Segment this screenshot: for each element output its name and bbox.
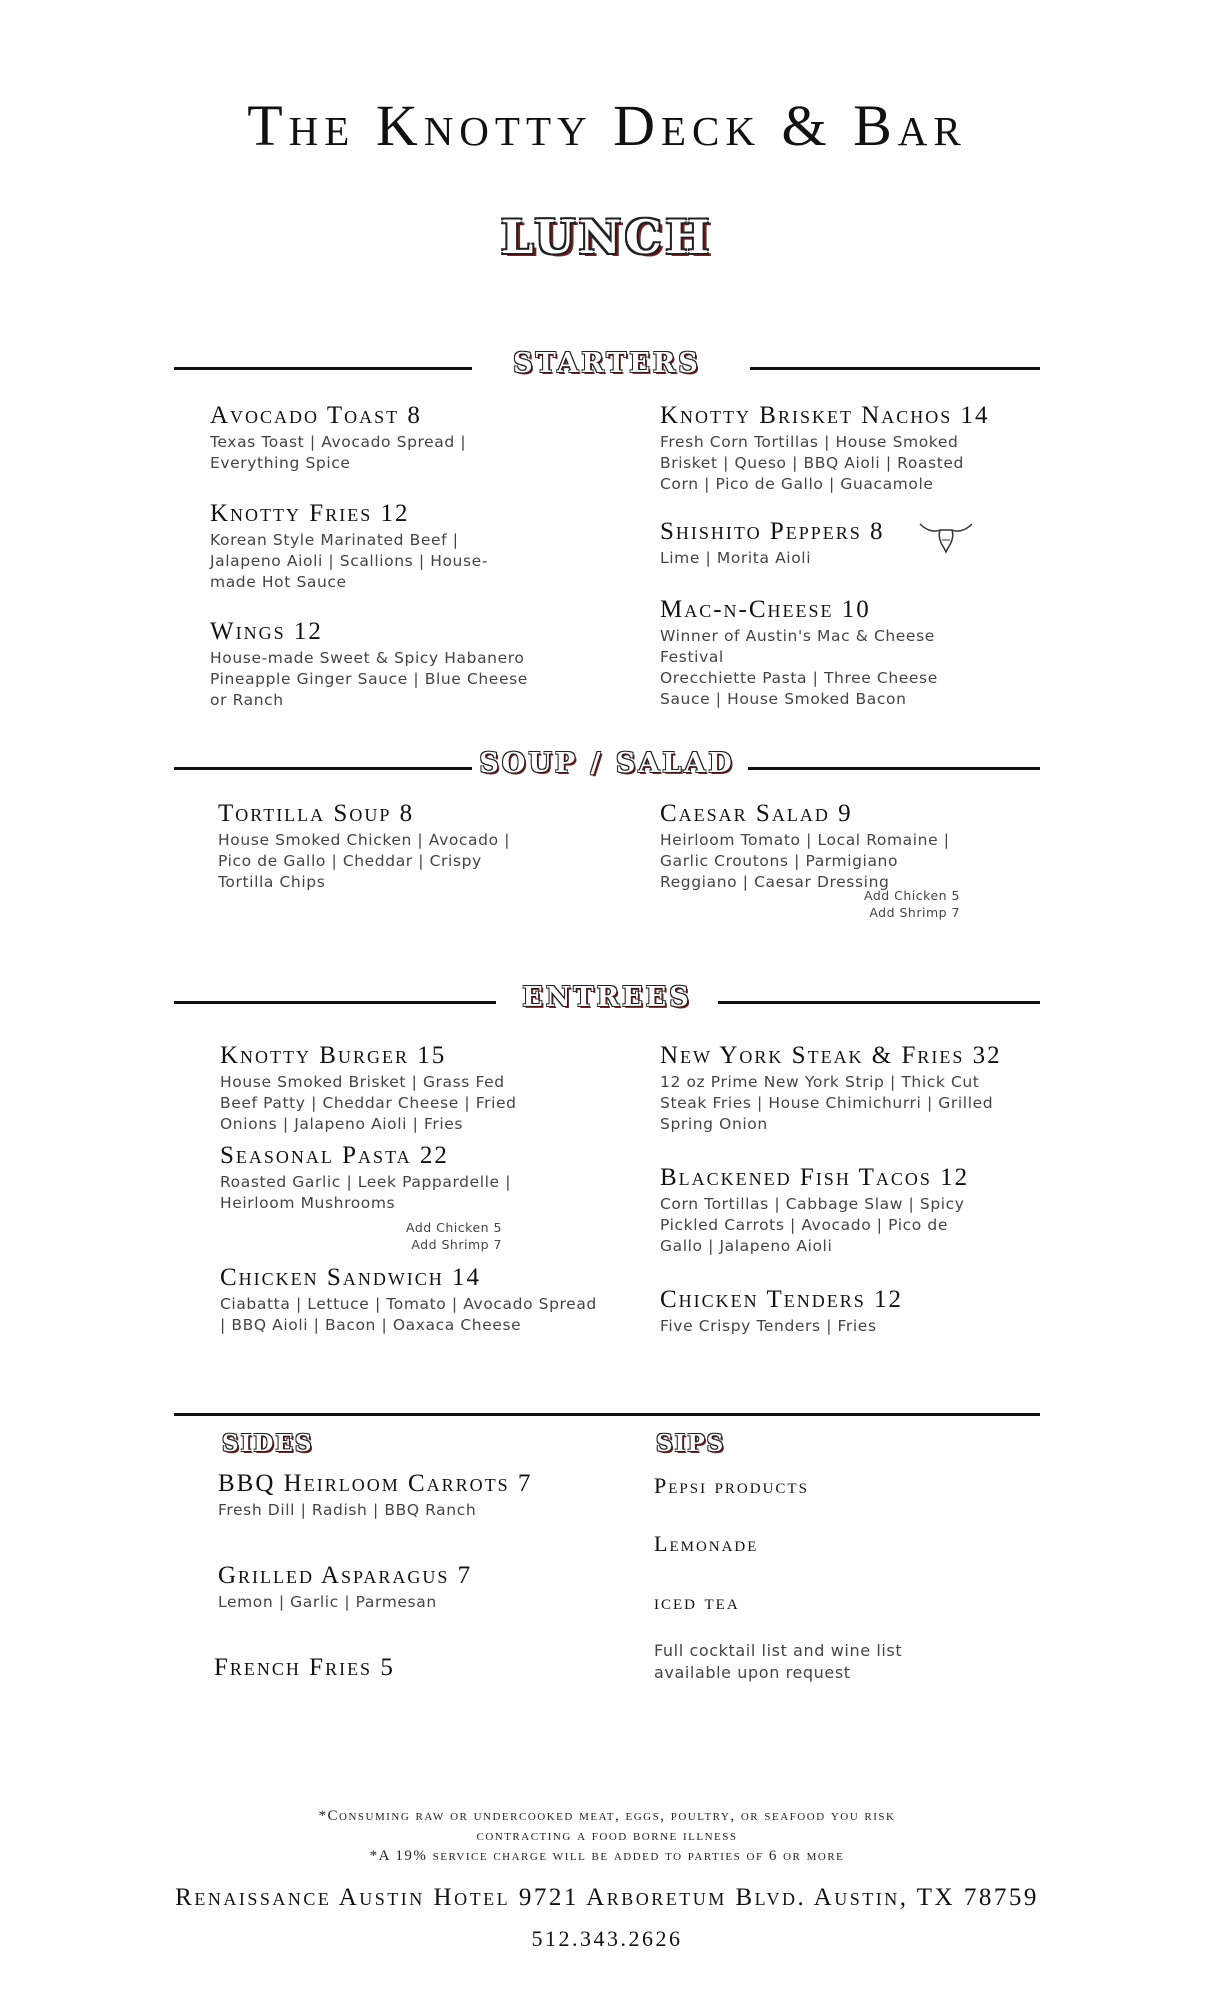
longhorn-icon [918, 520, 974, 554]
item-description: Fresh Dill | Radish | BBQ Ranch [218, 1501, 477, 1519]
item-name: iced tea [654, 1589, 740, 1614]
add-on-chicken: Add Chicken 5 [405, 1220, 502, 1235]
item-name: Wings 12 [210, 618, 323, 645]
item-name: Shishito Peppers 8 [660, 518, 885, 545]
item-name: Caesar Salad 9 [660, 800, 853, 827]
starters-section-header [174, 348, 1040, 388]
item-description: Corn Tortillas | Cabbage Slaw | Spicy Pickled Carrots | Avocado | Pico de Gallo | Jalapeno Aioli [660, 1195, 965, 1255]
drink-item [654, 1588, 974, 1616]
menu-item [218, 1470, 578, 1521]
food-safety-warning: *Consuming raw or undercooked meat, eggs, poultry, or seafood you risk [318, 1808, 896, 1824]
menu-item [218, 1562, 578, 1613]
drink-item [654, 1472, 974, 1500]
item-name: Tortilla Soup 8 [218, 800, 415, 827]
meal-title: LUNCH [500, 210, 714, 264]
divider-line [174, 1413, 1040, 1416]
item-name: Knotty Burger 15 [220, 1042, 447, 1069]
item-description: Ciabatta | Lettuce | Tomato | Avocado Spread | BBQ Aioli | Bacon | Oaxaca Cheese [220, 1295, 597, 1334]
item-description: House-made Sweet & Spicy Habanero Pineapple Ginger Sauce | Blue Cheese or Ranch [210, 649, 528, 709]
item-name: Avocado Toast 8 [210, 402, 422, 429]
add-on-shrimp: Add Shrimp 7 [869, 905, 960, 920]
item-name: French Fries 5 [214, 1654, 395, 1681]
item-name: Lemonade [654, 1531, 759, 1556]
menu-item [660, 800, 980, 893]
sides-title: SIDES [222, 1430, 314, 1457]
item-name: Blackened Fish Tacos 12 [660, 1164, 970, 1191]
item-description: 12 oz Prime New York Strip | Thick Cut Steak Fries | House Chimichurri | Grilled Spring Onion [660, 1073, 994, 1133]
menu-item [220, 1042, 540, 1135]
item-name: Mac-n-Cheese 10 [660, 596, 871, 623]
add-on-chicken: Add Chicken 5 [863, 888, 960, 903]
menu-item [660, 1042, 1000, 1135]
item-description: Five Crispy Tenders | Fries [660, 1317, 877, 1335]
item-description: Orecchiette Pasta | Three Cheese Sauce | House Smoked Bacon [660, 669, 938, 708]
cocktail-note: Full cocktail list and wine list available upon request [654, 1641, 903, 1682]
item-description: Winner of Austin's Mac & Cheese Festival [660, 627, 935, 666]
item-name: Knotty Fries 12 [210, 500, 410, 527]
item-description: Korean Style Marinated Beef | Jalapeno Aioli | Scallions | House-made Hot Sauce [210, 531, 488, 591]
item-name: Grilled Asparagus 7 [218, 1562, 473, 1589]
menu-item [220, 1264, 600, 1336]
menu-item [660, 1286, 980, 1337]
menu-item [218, 800, 538, 893]
item-description: House Smoked Chicken | Avocado | Pico de Gallo | Cheddar | Crispy Tortilla Chips [218, 831, 511, 891]
item-name: Chicken Sandwich 14 [220, 1264, 482, 1291]
item-name: New York Steak & Fries 32 [660, 1042, 1002, 1069]
menu-item [220, 1142, 540, 1214]
item-description: Lemon | Garlic | Parmesan [218, 1593, 437, 1611]
phone-number: 512.343.2626 [531, 1926, 683, 1951]
service-charge-note: *A 19% service charge will be added to parties of 6 or more [369, 1848, 845, 1864]
item-name: Seasonal Pasta 22 [220, 1142, 449, 1169]
item-description: Heirloom Tomato | Local Romaine | Garlic Croutons | Parmigiano Reggiano | Caesar Dressing [660, 831, 950, 891]
entrees-section-header [174, 982, 1040, 1022]
restaurant-name: The Knotty Deck & Bar [247, 93, 967, 158]
sips-title: SIPS [656, 1430, 726, 1457]
menu-item [210, 500, 520, 593]
food-safety-warning-cont: contracting a food borne illness [476, 1828, 738, 1844]
menu-item [660, 596, 980, 710]
menu-item [214, 1654, 574, 1682]
item-description: House Smoked Brisket | Grass Fed Beef Patty | Cheddar Cheese | Fried Onions | Jalapeno Aioli | Fries [220, 1073, 517, 1133]
item-name: Pepsi products [654, 1473, 809, 1498]
item-description: Texas Toast | Avocado Spread | Everything Spice [210, 433, 467, 472]
menu-item [210, 402, 530, 474]
menu-item [660, 1164, 980, 1257]
add-on-shrimp: Add Shrimp 7 [411, 1237, 502, 1252]
entrees-title: ENTREES [522, 982, 692, 1013]
address: Renaissance Austin Hotel 9721 Arboretum Blvd. Austin, TX 78759 [175, 1884, 1039, 1911]
item-name: Knotty Brisket Nachos 14 [660, 402, 990, 429]
menu-item [660, 402, 990, 495]
item-name: BBQ Heirloom Carrots 7 [218, 1470, 533, 1497]
menu-item [210, 618, 530, 711]
drink-item [654, 1530, 974, 1558]
soup-salad-title: SOUP / SALAD [479, 748, 735, 779]
item-description: Fresh Corn Tortillas | House Smoked Brisket | Queso | BBQ Aioli | Roasted Corn | Pico de Gallo | Guacamole [660, 433, 964, 493]
soup-salad-section-header [174, 748, 1040, 788]
item-description: Roasted Garlic | Leek Pappardelle | Heirloom Mushrooms [220, 1173, 512, 1212]
item-description: Lime | Morita Aioli [660, 549, 812, 567]
item-name: Chicken Tenders 12 [660, 1286, 903, 1313]
starters-title: STARTERS [513, 348, 701, 379]
